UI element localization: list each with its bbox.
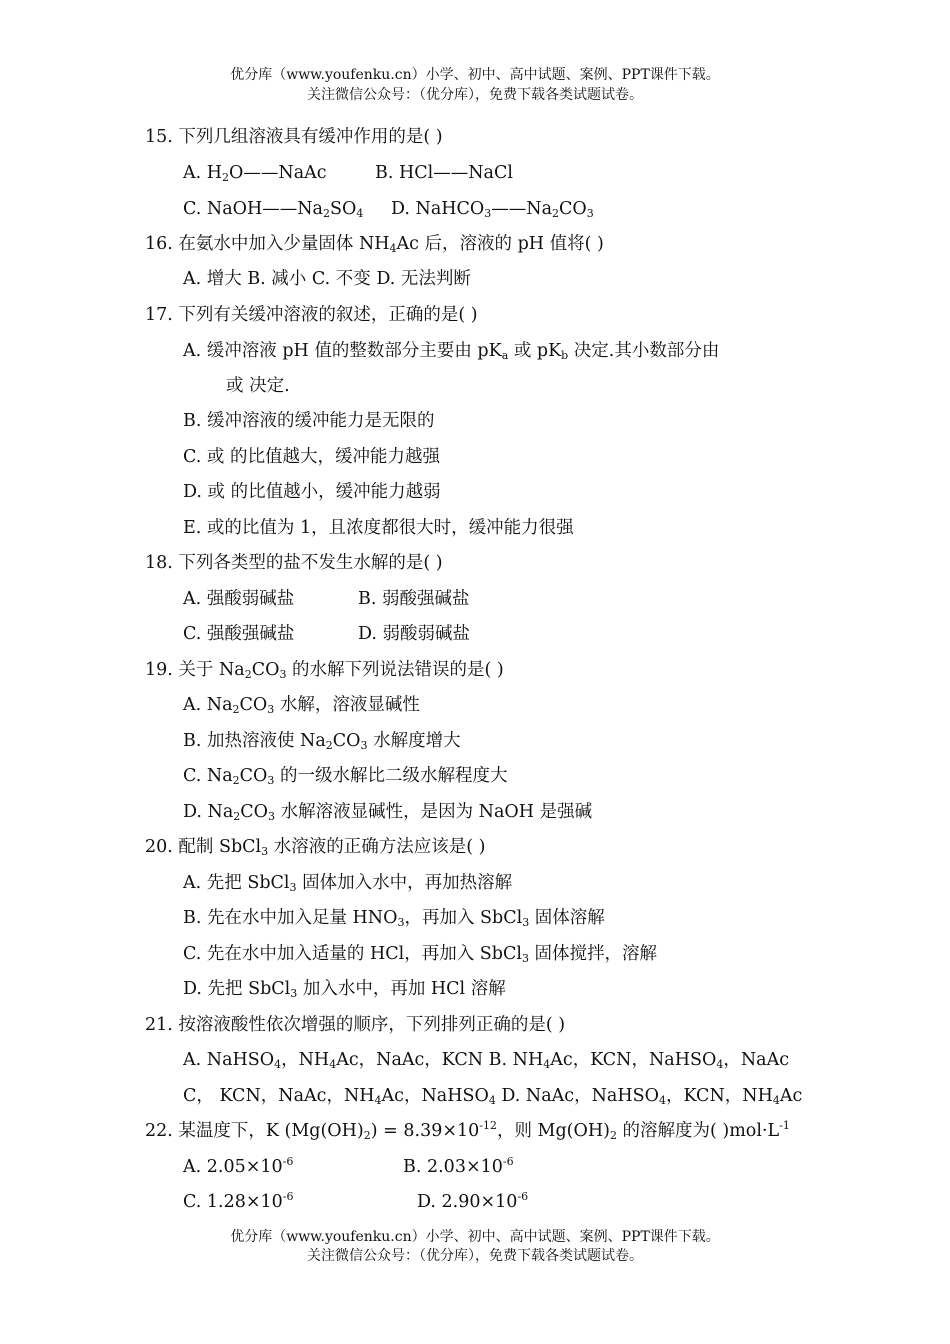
q22-option-b: B. $2.03\times 10^{-6}$	[403, 1155, 514, 1177]
q22-option-d: D. $2.90\times 10^{-6}$	[417, 1190, 529, 1212]
q20-option-c: C. 先在水中加入适量的 HCl，再加入 SbCl$_3$ 固体搅拌，溶解	[183, 944, 658, 965]
q20-option-d: D. 先把 SbCl$_3$ 加入水中，再加 HCl 溶解	[183, 979, 506, 1000]
header-line-2: 关注微信公众号：（优分库），免费下载各类试题试卷。	[307, 87, 643, 103]
q15-option-b: B. HCl——NaCl	[375, 163, 513, 183]
q20-option-b: B. 先在水中加入足量 $HNO_3$，再加入 SbCl$_3$ 固体溶解	[183, 908, 605, 929]
q21-stem: 21. 按溶液酸性依次增强的顺序，下列排列正确的是( )	[145, 1015, 566, 1035]
q18-option-d: D. 弱酸弱碱盐	[358, 624, 471, 644]
q18-option-b: B. 弱酸强碱盐	[358, 589, 470, 609]
q19-option-b: B. 加热溶液使 $Na_2CO_3$ 水解度增大	[183, 731, 461, 752]
q20-option-a: A. 先把 SbCl$_3$ 固体加入水中，再加热溶解	[183, 873, 513, 894]
q21-options-line-1: A. NaHSO$_4$，$NH_4Ac$，NaAc，KCN B. $NH_4Ac$，KCN，NaHSO$_4$，NaAc	[183, 1050, 790, 1071]
q17-option-d: D. 或 的比值越小，缓冲能力越弱	[183, 482, 441, 502]
q16-options: A. 增大 B. 减小 C. 不变 D. 无法判断	[183, 269, 471, 289]
q21-options-line-2: C， KCN，NaAc，$NH_4Ac$，NaHSO$_4$ D. NaAc，NaHSO$_4$，KCN，$NH_4Ac$	[183, 1086, 803, 1107]
q22-option-c: C. $1.28\times 10^{-6}$	[183, 1190, 294, 1212]
q17-stem: 17. 下列有关缓冲溶液的叙述，正确的是( )	[145, 305, 478, 325]
q19-option-a: A. $Na_2CO_3$ 水解，溶液显碱性	[183, 695, 420, 716]
q20-stem: 20. 配制 SbCl$_3$ 水溶液的正确方法应该是( )	[145, 837, 486, 858]
q15-option-d: D. $NaHCO_3——Na_2CO_3$	[391, 199, 594, 220]
q19-option-c: C. $Na_2CO_3$ 的一级水解比二级水解程度大	[183, 766, 508, 787]
q19-option-d: D. $Na_2CO_3$ 水解溶液显碱性，是因为 NaOH 是强碱	[183, 802, 593, 823]
q17-option-c: C. 或 的比值越大，缓冲能力越强	[183, 447, 440, 467]
q16-stem: 16. 在氨水中加入少量固体 $NH_4Ac$ 后，溶液的 pH 值将( )	[145, 234, 604, 255]
q22-stem: 22. 某温度下，K $(Mg(OH)_2) = 8.39\times 10^{-12}$，则 $Mg(OH)_2$ 的溶解度为( )$mol\cdot L^{-1}$	[145, 1119, 790, 1142]
q18-option-c: C. 强酸强碱盐	[183, 624, 295, 644]
q15-stem: 15. 下列几组溶液具有缓冲作用的是( )	[145, 127, 443, 147]
q18-stem: 18. 下列各类型的盐不发生水解的是( )	[145, 553, 443, 573]
q17-option-a-cont: 或 决定.	[226, 376, 290, 396]
footer-line-1: 优分库（www.youfenku.cn）小学、初中、高中试题、案例、PPT课件下载。	[230, 1229, 720, 1245]
q18-option-a: A. 强酸弱碱盐	[183, 589, 295, 609]
q22-option-a: A. $2.05\times 10^{-6}$	[183, 1155, 294, 1177]
footer-line-2: 关注微信公众号：（优分库），免费下载各类试题试卷。	[307, 1248, 643, 1264]
q15-option-a: A. $H_2O——NaAc$	[183, 163, 327, 184]
q17-option-e: E. 或的比值为 1，且浓度都很大时，缓冲能力很强	[183, 518, 574, 538]
header-line-1: 优分库（www.youfenku.cn）小学、初中、高中试题、案例、PPT课件下载。	[230, 67, 720, 83]
q19-stem: 19. 关于 $Na_2CO_3$ 的水解下列说法错误的是( )	[145, 660, 504, 681]
q17-option-b: B. 缓冲溶液的缓冲能力是无限的	[183, 411, 435, 431]
q17-option-a: A. 缓冲溶液 pH 值的整数部分主要由 $pK_a$ 或 $pK_b$ 决定.其小数部分由	[183, 341, 720, 362]
q15-option-c: C. $NaOH——Na_2SO_4$	[183, 199, 364, 220]
